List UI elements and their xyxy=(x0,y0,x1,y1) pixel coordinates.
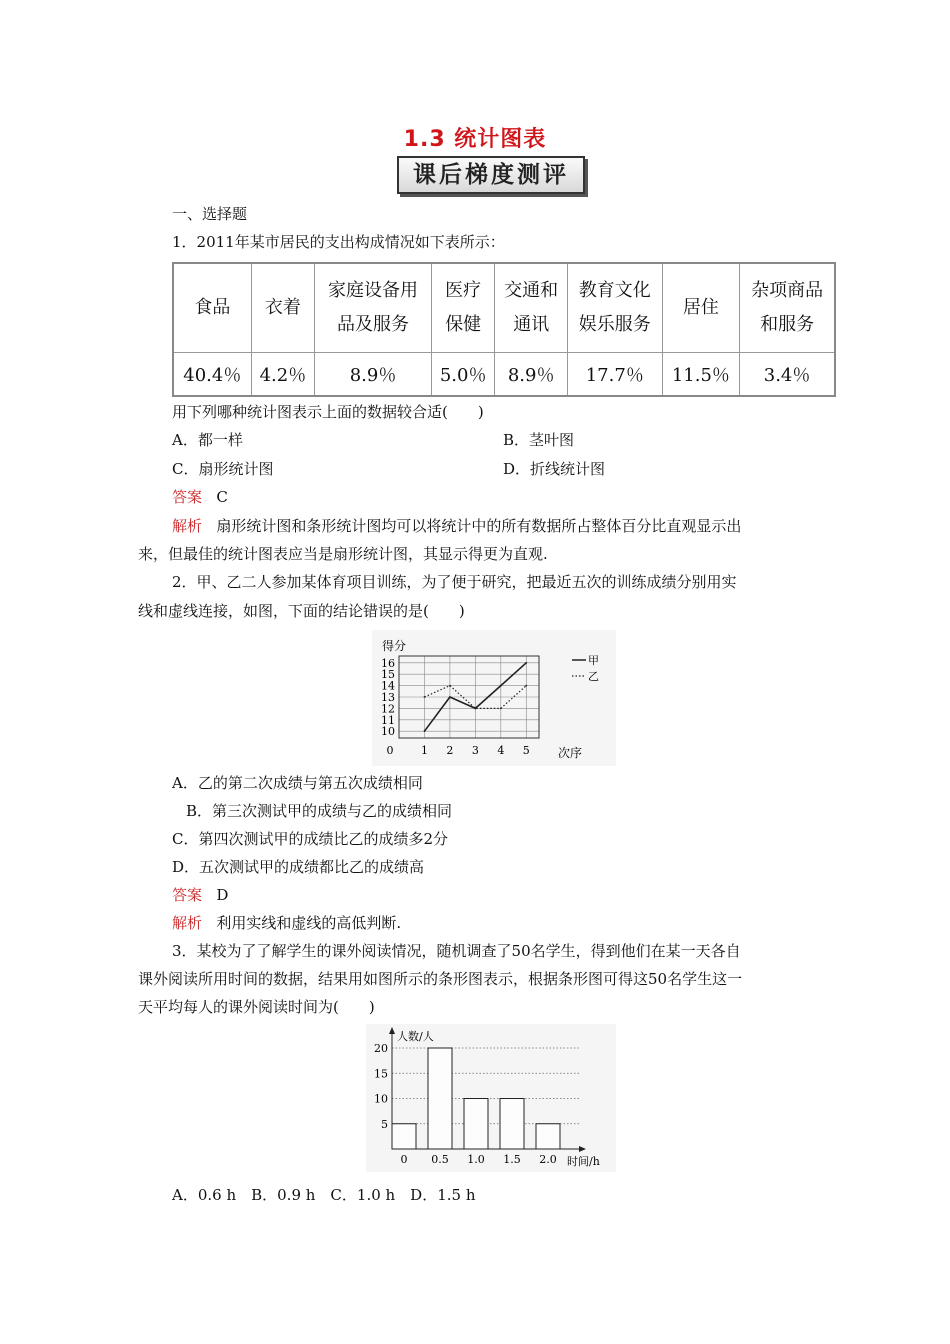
analysis-label: 解析 xyxy=(172,517,203,535)
q3-options: A．0.6 h B．0.9 h C．1.0 h D．1.5 h xyxy=(172,1186,476,1204)
data-point xyxy=(525,662,527,664)
x-tick-label: 2.0 xyxy=(539,1153,557,1166)
y-tick-label: 10 xyxy=(381,725,395,739)
table-cell: 40.4％ xyxy=(173,353,251,397)
x-tick-label: 1.5 xyxy=(503,1153,521,1166)
y-tick-label: 16 xyxy=(381,656,395,670)
q1-option-a: A．都一样 xyxy=(172,431,243,449)
table-header-cell: 交通和 通讯 xyxy=(495,263,568,353)
y-tick-label: 15 xyxy=(381,668,395,682)
chart-background xyxy=(366,1024,616,1172)
bar xyxy=(464,1099,488,1150)
y-axis-label: 人数/人 xyxy=(397,1030,434,1043)
section-heading: 一、选择题 xyxy=(172,205,248,223)
bar xyxy=(392,1124,416,1149)
q2-option-c: C．第四次测试甲的成绩比乙的成绩多2分 xyxy=(172,830,449,848)
legend-label-yi: 乙 xyxy=(588,670,599,683)
q2-option-b: B．第三次测试甲的成绩与乙的成绩相同 xyxy=(186,802,453,820)
table-header-row xyxy=(173,263,835,353)
x-tick-label: 3 xyxy=(471,744,479,757)
q2-stem-line-1: 2．甲、乙二人参加某体育项目训练，为了便于研究，把最近五次的训练成绩分别用实 xyxy=(172,573,737,591)
y-tick-label: 5 xyxy=(381,1117,388,1131)
table-cell: 5.0％ xyxy=(431,353,494,397)
expenditure-table xyxy=(172,262,836,397)
q1-option-b: B．茎叶图 xyxy=(503,431,575,449)
table-header-cell: 医疗 保健 xyxy=(431,263,494,353)
data-point xyxy=(500,685,502,687)
q3-stem-line-3: 天平均每人的课外阅读时间为( ) xyxy=(138,998,375,1016)
bar xyxy=(536,1124,560,1149)
data-point xyxy=(449,696,451,698)
answer-label: 答案 xyxy=(172,886,203,904)
table-header-cell: 居住 xyxy=(662,263,740,353)
table-value-row xyxy=(173,353,835,397)
x-tick-label: 1 xyxy=(420,744,428,757)
score-line-chart xyxy=(372,630,616,766)
x-axis-label: 次序 xyxy=(558,746,583,760)
q2-answer xyxy=(172,885,228,905)
analysis-label: 解析 xyxy=(172,914,203,932)
answer-value: D xyxy=(216,886,229,904)
y-tick-label: 11 xyxy=(381,713,395,727)
table-header-cell: 杂项商品 和服务 xyxy=(740,263,835,353)
table-cell: 4.2％ xyxy=(251,353,314,397)
q1-answer xyxy=(172,487,228,507)
bar xyxy=(428,1048,452,1149)
y-tick-label: 20 xyxy=(374,1042,388,1055)
table-header-cell: 教育文化 娱乐服务 xyxy=(567,263,662,353)
x-tick-label: 2 xyxy=(446,744,454,757)
x-tick-label: 1.0 xyxy=(467,1153,485,1166)
data-point xyxy=(500,707,502,709)
section-banner: 课后梯度测评 xyxy=(397,156,585,194)
y-tick-label: 14 xyxy=(381,679,395,693)
x-tick-label: 0 xyxy=(386,744,394,757)
q1-option-d: D．折线统计图 xyxy=(503,460,606,478)
table-header-cell: 衣着 xyxy=(251,263,314,353)
y-axis-label: 得分 xyxy=(382,639,407,653)
data-point xyxy=(424,730,426,732)
data-point xyxy=(474,707,476,709)
x-tick-label: 0 xyxy=(400,1153,408,1166)
x-tick-label: 5 xyxy=(522,744,530,757)
table-header-cell: 家庭设备用 品及服务 xyxy=(315,263,432,353)
y-tick-label: 13 xyxy=(381,691,395,704)
y-tick-label: 12 xyxy=(381,702,395,716)
q1-question: 用下列哪种统计图表示上面的数据较合适( ) xyxy=(172,403,484,421)
y-tick-labels xyxy=(381,657,395,738)
q1-stem: 1．2011年某市居民的支出构成情况如下表所示： xyxy=(172,233,505,251)
answer-value: C xyxy=(216,488,228,506)
q2-stem-line-2: 线和虚线连接，如图，下面的结论错误的是( ) xyxy=(138,602,465,620)
q2-option-d: D．五次测试甲的成绩都比乙的成绩高 xyxy=(172,858,425,876)
y-tick-label: 10 xyxy=(374,1092,388,1106)
data-point xyxy=(449,685,451,687)
data-point xyxy=(525,685,527,687)
q3-stem-line-1: 3．某校为了了解学生的课外阅读情况，随机调查了50名学生，得到他们在某一天各自 xyxy=(172,942,741,960)
reading-time-bar-chart xyxy=(366,1024,616,1172)
table-cell: 17.7％ xyxy=(567,353,662,397)
table-cell: 11.5％ xyxy=(662,353,740,397)
q2-analysis: 解析 利用实线和虚线的高低判断. xyxy=(172,914,402,932)
answer-label: 答案 xyxy=(172,488,203,506)
table-cell: 8.9％ xyxy=(495,353,568,397)
x-tick-label: 4 xyxy=(497,744,505,757)
q2-option-a: A．乙的第二次成绩与第五次成绩相同 xyxy=(172,774,423,792)
table-cell: 3.4％ xyxy=(740,353,835,397)
q1-option-c: C．扇形统计图 xyxy=(172,460,274,478)
table-header-cell: 食品 xyxy=(173,263,251,353)
y-tick-label: 15 xyxy=(374,1067,388,1081)
x-axis-label: 时间/h xyxy=(567,1155,600,1168)
q3-stem-line-2: 课外阅读所用时间的数据，结果用如图所示的条形图表示，根据条形图可得这50名学生这一 xyxy=(138,970,743,988)
x-tick-label: 0.5 xyxy=(431,1153,449,1166)
legend-label-jia: 甲 xyxy=(588,654,599,667)
bar xyxy=(500,1099,524,1150)
q1-analysis-line-2: 来，但最佳的统计图表应当是扇形统计图，其显示得更为直观. xyxy=(138,545,548,563)
data-point xyxy=(424,696,426,698)
q1-analysis-line-1: 解析 扇形统计图和条形统计图均可以将统计中的所有数据所占整体百分比直观显示出 xyxy=(172,517,742,535)
table-cell: 8.9％ xyxy=(315,353,432,397)
page-title: 1.3 统计图表 xyxy=(403,127,547,152)
